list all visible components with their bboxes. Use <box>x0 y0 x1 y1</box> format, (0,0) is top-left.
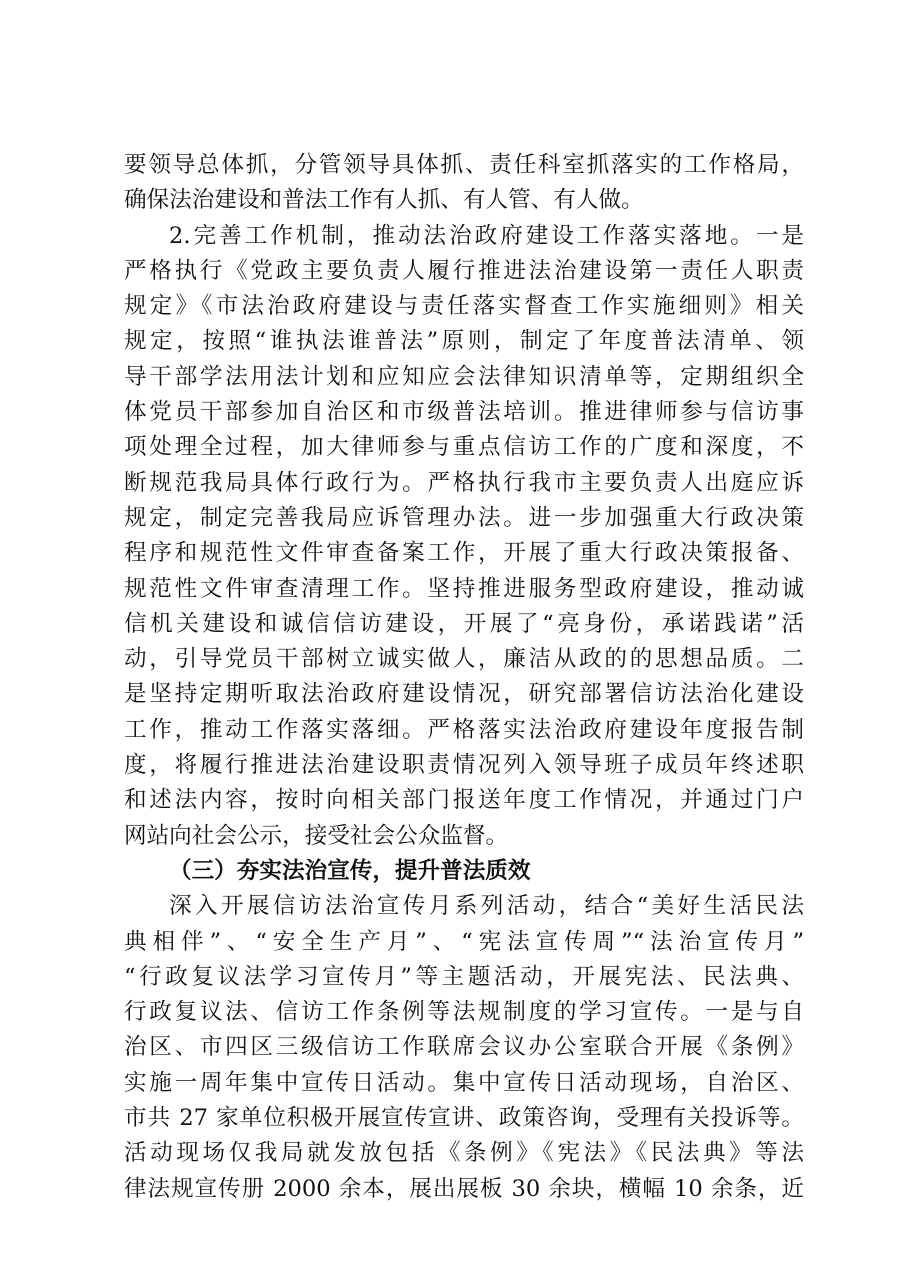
body-line: 动，引导党员干部树立诚实做人，廉洁从政的的思想品质。二 <box>124 646 804 673</box>
body-line: 要领导总体抓，分管领导具体抓、责任科室抓落实的工作格局， <box>124 152 804 178</box>
body-line: 严格执行《党政主要负责人履行推进法治建设第一责任人职责 <box>124 257 804 284</box>
document-body <box>124 148 804 1207</box>
section-heading: （三）夯实法治宣传，提升普法质效 <box>169 857 531 884</box>
body-line: 深入开展信访法治宣传月系列活动，结合“美好生活民法 <box>169 893 804 920</box>
body-line: 规定，制定完善我局应诉管理办法。进一步加强重大行政决策 <box>124 504 804 531</box>
body-line: 典相伴”、“安全生产月”、“宪法宣传周”“法治宣传月” <box>124 928 804 955</box>
body-line: 市共 27 家单位积极开展宣传宣讲、政策咨询，受理有关投诉等。 <box>124 1105 804 1132</box>
body-line: 实施一周年集中宣传日活动。集中宣传日活动现场，自治区、 <box>124 1069 804 1096</box>
body-line: 断规范我局具体行政行为。严格执行我市主要负责人出庭应诉 <box>124 469 804 496</box>
body-line: 规定》《市法治政府建设与责任落实督查工作实施细则》相关 <box>124 293 804 320</box>
body-line: 和述法内容，按时向相关部门报送年度工作情况，并通过门户 <box>124 787 804 814</box>
body-line: 活动现场仅我局就发放包括《条例》《宪法》《民法典》等法 <box>124 1140 804 1167</box>
body-line: 项处理全过程，加大律师参与重点信访工作的广度和深度，不 <box>124 434 804 461</box>
body-line: 规范性文件审查清理工作。坚持推进服务型政府建设，推动诚 <box>124 575 804 602</box>
body-line: 体党员干部参加自治区和市级普法培训。推进律师参与信访事 <box>124 399 804 426</box>
body-line: 程序和规范性文件审查备案工作，开展了重大行政决策报备、 <box>124 540 804 567</box>
body-line: 确保法治建设和普法工作有人抓、有人管、有人做。 <box>124 187 644 214</box>
body-line: 信机关建设和诚信信访建设，开展了“亮身份，承诺践诺”活 <box>124 610 804 637</box>
body-line: 2.完善工作机制，推动法治政府建设工作落实落地。一是 <box>169 222 804 249</box>
body-line: 工作，推动工作落实落细。严格落实法治政府建设年度报告制 <box>124 716 804 743</box>
body-line: “行政复议法学习宣传月”等主题活动，开展宪法、民法典、 <box>124 963 804 990</box>
body-line: 规定，按照“谁执法谁普法”原则，制定了年度普法清单、领 <box>124 328 804 355</box>
body-line: 网站向社会公示，接受社会公众监督。 <box>124 822 509 849</box>
body-line: 度，将履行推进法治建设职责情况列入领导班子成员年终述职 <box>124 752 804 779</box>
body-line: 行政复议法、信访工作条例等法规制度的学习宣传。一是与自 <box>124 999 804 1026</box>
body-line: 治区、市四区三级信访工作联席会议办公室联合开展《条例》 <box>124 1034 804 1061</box>
body-line: 导干部学法用法计划和应知应会法律知识清单等，定期组织全 <box>124 363 804 390</box>
body-line: 是坚持定期听取法治政府建设情况，研究部署信访法治化建设 <box>124 681 804 708</box>
body-line: 律法规宣传册 2000 余本，展出展板 30 余块，横幅 10 余条，近 <box>124 1175 804 1202</box>
